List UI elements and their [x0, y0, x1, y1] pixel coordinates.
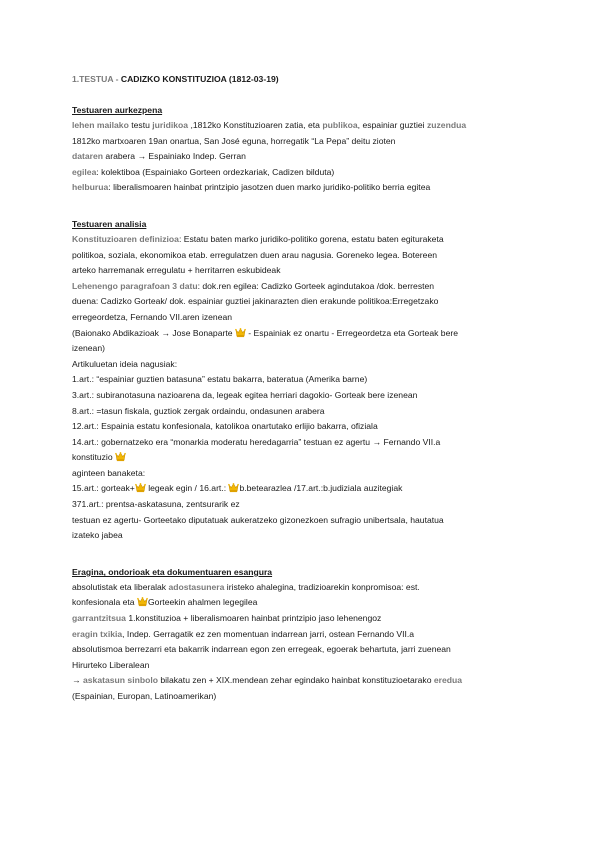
text-line: 12.art.: Espainia estatu konfesionala, katolikoa onartutako erlijio bakarra, ofiziala	[72, 421, 378, 432]
text-run: iristeko ahalegina, tradizioarekin konpromisoa: est.	[224, 581, 420, 592]
highlight-term: eragin txikia	[72, 628, 123, 639]
text-run: konfesionala eta	[72, 597, 137, 608]
text-line: absolutismoa berrezarri eta bakarrik indarrean egon zen erregeak, egoerak behartuta, jarri zuenean	[72, 644, 451, 655]
text-run: 15.art.: gorteak+	[72, 483, 135, 494]
text-line	[72, 450, 542, 466]
text-line: aginteen banaketa:	[72, 467, 146, 478]
text-line	[72, 580, 542, 596]
text-line	[72, 326, 542, 342]
text-line	[72, 118, 542, 134]
text-run: : dok.ren egilea: Cadizko Gorteek agindutakoa /dok. berresten	[197, 280, 435, 291]
text-run: 1.konstituzioa + liberalismoaren hainbat printzipio jaso lehenengoz	[125, 613, 382, 624]
highlight-term: publikoa	[322, 120, 358, 130]
highlight-term: garrantzitsua	[72, 613, 126, 624]
text-line	[72, 673, 542, 689]
text-line: Hirurteko Liberalean	[72, 659, 150, 670]
crown-icon	[115, 451, 126, 462]
text-line: testuan ez agertu- Gorteetako diputatuak aukeratzeko gizonezkoen sufragio unibertsala, hautatua	[72, 514, 444, 525]
text-run: Gorteekin ahalmen legegilea	[147, 597, 258, 608]
crown-icon	[235, 327, 246, 338]
text-line: erregeordetza, Fernando VII.aren izenean	[72, 311, 233, 322]
text-run: →	[72, 675, 83, 686]
text-line: 1.art.: “espainiar guztien batasuna” estatu bakarra, bateratua (Amerika barne)	[72, 374, 368, 385]
text-line	[72, 627, 542, 643]
highlight-term: juridikoa	[152, 120, 189, 130]
highlight-term: adostasunera	[168, 581, 225, 592]
crown-icon	[228, 482, 239, 493]
title-text: CADIZKO KONSTITUZIOA (1812-03-19)	[120, 74, 279, 84]
text-line: 14.art.: gobernatzeko era “monarkia moderatu heredagarria” testuan ez agertu → Fernando VII.a	[72, 436, 441, 447]
text-line: arteko harremanak erregulatu + herritarren eskubideak	[72, 265, 281, 276]
text-line: 371.art.: prentsa-askatasuna, zentsurarik ez	[72, 499, 240, 510]
text-run: : Estatu baten marko juridiko-politiko gorena, estatu baten egituraketa	[178, 233, 444, 244]
text-line	[72, 180, 542, 196]
text-line	[72, 149, 542, 165]
text-line	[72, 481, 542, 497]
title-prefix: 1.TESTUA -	[72, 74, 121, 84]
text-line: duena: Cadizko Gorteak/ dok. espainiar guztiei jakinarazten dien erakunde politikoa:Erregetzako	[72, 296, 439, 307]
highlight-term: Lehenengo paragrafoan 3 datu	[72, 280, 198, 291]
text-run: - Espainiak ez onartu - Erregeordetza eta Gorteak bere	[245, 327, 458, 338]
text-run: legeak egin / 16.art.:	[145, 483, 229, 494]
text-run: arabera → Espainiako Indep. Gerran	[103, 151, 246, 162]
text-run: bilakatu zen + XIX.mendean zehar egindako hainbat konstituzioetarako	[157, 675, 434, 686]
text-line: 1812ko martxoaren 19an onartua, San José eguna, horregatik “La Pepa” deitu zioten	[72, 135, 396, 146]
text-line: politikoa, soziala, ekonomikoa etab. erregulatzen duen arau nagusia. Goreneko legea. Botereen	[72, 249, 437, 260]
highlight-term: egilea	[72, 166, 97, 177]
highlight-term: zuzendua	[426, 120, 467, 130]
document-page	[72, 72, 542, 705]
section-heading-eragina: Eragina, ondorioak eta dokumentuaren esangura	[72, 566, 273, 577]
highlight-term: eredua	[433, 675, 463, 686]
highlight-term: askatasun sinbolo	[82, 675, 158, 686]
crown-icon	[137, 596, 148, 607]
crown-icon	[135, 482, 146, 493]
text-run: ,1812ko Konstituzioaren zatia, eta	[188, 120, 323, 130]
highlight-term: dataren	[72, 151, 104, 162]
text-run: : liberalismoaren hainbat printzipio jasotzen duen marko juridiko-politiko berria egitea	[108, 182, 431, 193]
section-heading-aurkezpena: Testuaren aurkezpena	[72, 105, 163, 115]
text-line: 3.art.: subiranotasuna nazioarena da, legeak egitea herriari dagokio- Gorteak bere izenean	[72, 389, 418, 400]
text-line	[72, 232, 542, 248]
text-run: testu	[128, 120, 153, 130]
text-run: b.betearazlea /17.art.:b.judiziala auzitegiak	[239, 483, 403, 494]
text-line: izenean)	[72, 343, 105, 354]
text-line	[72, 611, 542, 627]
text-run: konstituzio	[72, 452, 115, 463]
text-line	[72, 595, 542, 611]
text-line: 8.art.: =tasun fiskala, guztiok zergak ordaindu, ondasunen arabera	[72, 405, 325, 416]
text-run: absolutistak eta liberalak	[72, 581, 169, 592]
text-run: (Baionako Abdikazioak → Jose Bonaparte	[72, 327, 235, 338]
highlight-term: Konstituzioaren definizioa	[72, 233, 179, 244]
text-run: , espainiar guztiei	[357, 120, 427, 130]
text-line: (Espainian, Europan, Latinoamerikan)	[72, 691, 217, 701]
text-run: , Indep. Gerragatik ez zen momentuan indarrean jarri, ostean Fernando VII.a	[122, 628, 415, 639]
text-line: Artikuluetan ideia nagusiak:	[72, 358, 178, 369]
section-heading-analisia: Testuaren analisia	[72, 218, 147, 229]
text-line	[72, 165, 542, 181]
text-run: : kolektiboa (Espainiako Gorteen ordezkariak, Cadizen bilduta)	[96, 166, 335, 177]
highlight-term: helburua	[72, 182, 109, 193]
text-line: izateko jabea	[72, 530, 123, 541]
text-line	[72, 279, 542, 295]
highlight-term: lehen mailako	[72, 120, 129, 130]
document-title	[72, 72, 542, 94]
